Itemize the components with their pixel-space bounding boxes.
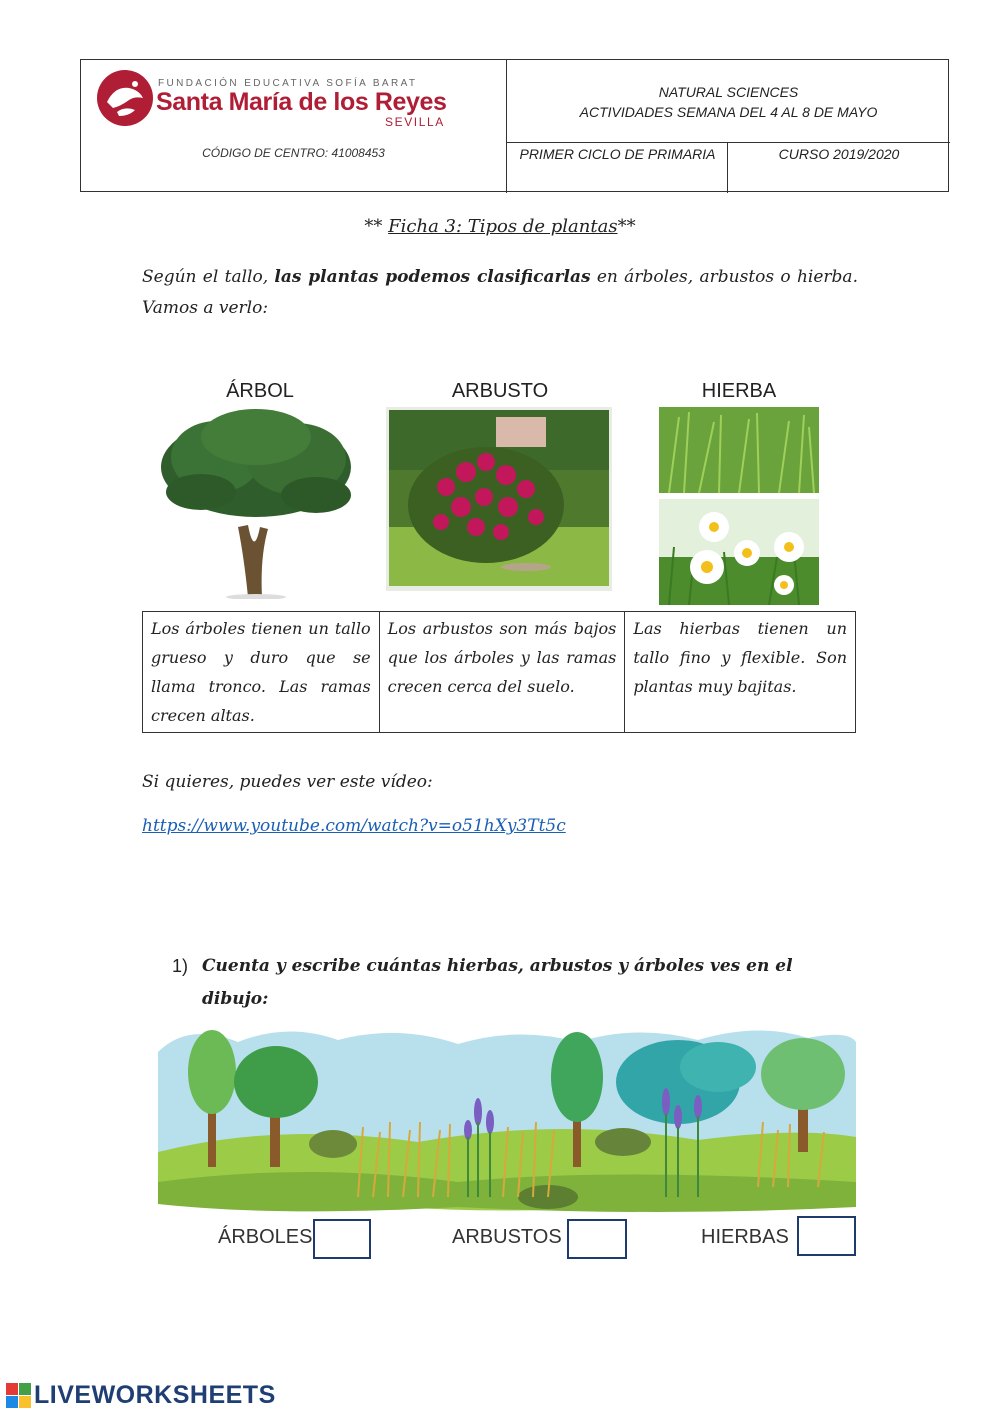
shrubs-label: ARBUSTOS — [452, 1226, 562, 1248]
grass-image — [659, 407, 819, 605]
liveworksheets-text: LIVEWORKSHEETS — [34, 1381, 276, 1409]
cycle: PRIMER CICLO DE PRIMARIA — [519, 146, 716, 162]
tree-image — [156, 407, 361, 599]
header-divider — [506, 142, 950, 143]
grass-answer-input[interactable] — [797, 1216, 856, 1256]
tree-title: ÁRBOL — [226, 380, 294, 402]
tree-description: Los árboles tienen un tallo grueso y duro que se llama tronco. Las ramas crecen altas. — [143, 612, 380, 733]
page-title — [0, 216, 1000, 237]
title-text: Ficha 3: Tipos de plantas — [388, 216, 618, 237]
shrubs-answer-input[interactable] — [567, 1219, 627, 1259]
header-table — [80, 59, 949, 192]
video-text: Si quieres, puedes ver este vídeo: — [142, 772, 433, 792]
course: CURSO 2019/2020 — [778, 146, 900, 162]
intro-bold: las plantas podemos clasificarlas — [274, 267, 591, 287]
video-link[interactable]: https://www.youtube.com/watch?v=o51hXy3Tt5c — [142, 816, 566, 836]
trees-answer-input[interactable] — [313, 1219, 371, 1259]
grass-description: Las hierbas tienen un tallo fino y flexible. Son plantas muy bajitas. — [625, 612, 856, 733]
exercise-number: 1) — [172, 956, 189, 976]
title-suffix: ** — [617, 216, 636, 237]
landscape-illustration — [158, 1022, 856, 1212]
grass-title: HIERBA — [701, 380, 777, 402]
liveworksheets-logo-icon — [6, 1383, 32, 1409]
title-prefix: ** — [364, 216, 389, 237]
school-logo-icon — [95, 68, 155, 128]
header-subject-block — [507, 82, 950, 122]
grass-label: HIERBAS — [701, 1226, 789, 1248]
plant-description-table — [142, 611, 856, 733]
intro-paragraph — [142, 262, 858, 324]
school-name: Santa María de los Reyes — [156, 88, 447, 116]
intro-text: en árboles, arbustos o hierba. Vamos a verlo: — [142, 267, 858, 318]
header-divider — [506, 60, 507, 193]
shrub-image — [386, 407, 612, 591]
trees-label: ÁRBOLES — [218, 1226, 313, 1248]
shrub-title: ARBUSTO — [451, 380, 549, 402]
shrub-description: Los arbustos son más bajos que los árboles y las ramas crecen cerca del suelo. — [379, 612, 625, 733]
intro-text: Según el tallo, — [142, 267, 275, 287]
foundation-name: FUNDACIÓN EDUCATIVA SOFÍA BARAT — [158, 78, 418, 89]
exercise-text: Cuenta y escribe cuántas hierbas, arbustos y árboles ves en el dibujo: — [202, 956, 793, 1009]
center-code: CÓDIGO DE CENTRO: 41008453 — [202, 146, 385, 160]
school-city: SEVILLA — [385, 115, 445, 129]
subject: NATURAL SCIENCES — [658, 84, 799, 100]
week: ACTIVIDADES SEMANA DEL 4 AL 8 DE MAYO — [579, 104, 878, 120]
school-logo — [95, 68, 447, 132]
